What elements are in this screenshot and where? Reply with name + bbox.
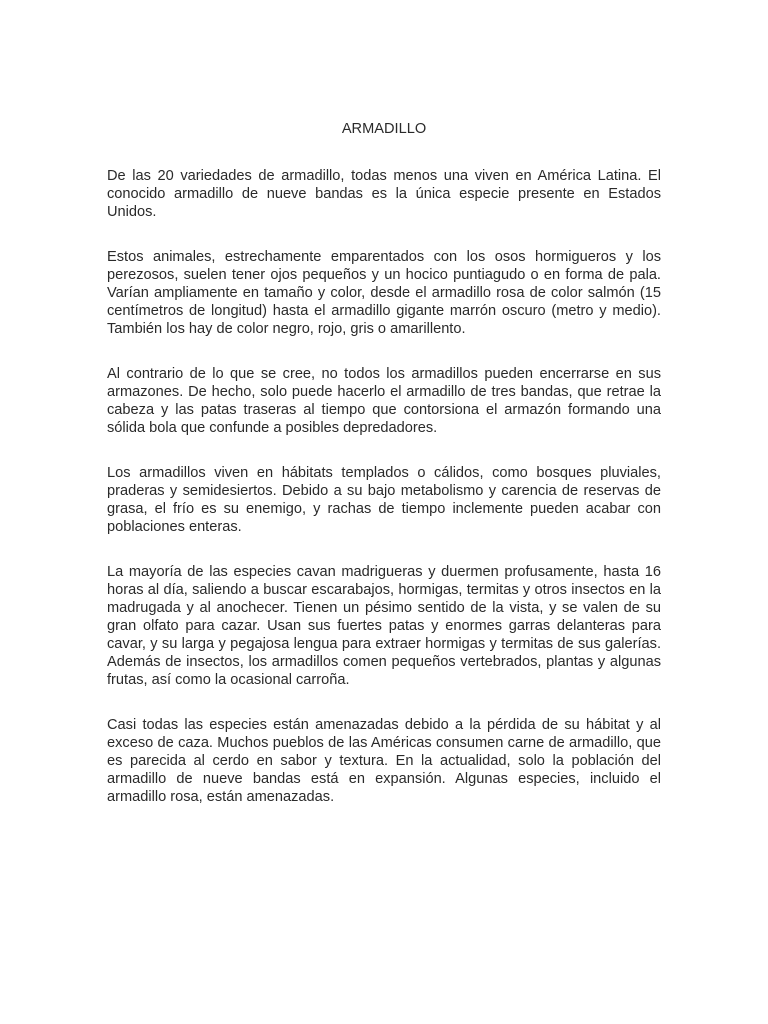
paragraph: La mayoría de las especies cavan madrigueras y duermen profusamente, hasta 16 horas al día, saliendo a buscar escarabajos, hormigas, termitas y otros insectos en la madrugada y al anochecer. Tienen un pésimo sentido de la vista, y se valen de su gran olfato para cazar. Usan sus fuertes patas y enormes garras delanteras para cavar, y su larga y pegajosa lengua para extraer hormigas y termitas de sus galerías. Además de insectos, los armadillos comen pequeños vertebrados, plantas y algunas frutas, así como la ocasional carroña. [107,564,661,688]
paragraph: Estos animales, estrechamente emparentados con los osos hormigueros y los perezosos, suelen tener ojos pequeños y un hocico puntiagudo o en forma de pala. Varían ampliamente en tamaño y color, desde el armadillo rosa de color salmón (15 centímetros de longitud) hasta el armadillo gigante marrón oscuro (metro y medio). También los hay de color negro, rojo, gris o amarillento. [107,249,661,337]
document-title: ARMADILLO [341,121,427,137]
paragraph: Al contrario de lo que se cree, no todos los armadillos pueden encerrarse en sus armazones. De hecho, solo puede hacerlo el armadillo de tres bandas, que retrae la cabeza y las patas traseras al tiempo que contorsiona el armazón formando una sólida bola que confunde a posibles depredadores. [107,366,661,436]
document-body [107,167,661,833]
paragraph: Casi todas las especies están amenazadas debido a la pérdida de su hábitat y al exceso de caza. Muchos pueblos de las Américas consumen carne de armadillo, que es parecida al cerdo en sabor y textura. En la actualidad, solo la población del armadillo de nueve bandas está en expansión. Algunas especies, incluido el armadillo rosa, están amenazadas. [107,717,661,805]
paragraph: Los armadillos viven en hábitats templados o cálidos, como bosques pluviales, praderas y semidesiertos. Debido a su bajo metabolismo y carencia de reservas de grasa, el frío es su enemigo, y rachas de tiempo inclemente pueden acabar con poblaciones enteras. [107,465,661,535]
paragraph: De las 20 variedades de armadillo, todas menos una viven en América Latina. El conocido armadillo de nueve bandas es la única especie presente en Estados Unidos. [107,168,661,220]
